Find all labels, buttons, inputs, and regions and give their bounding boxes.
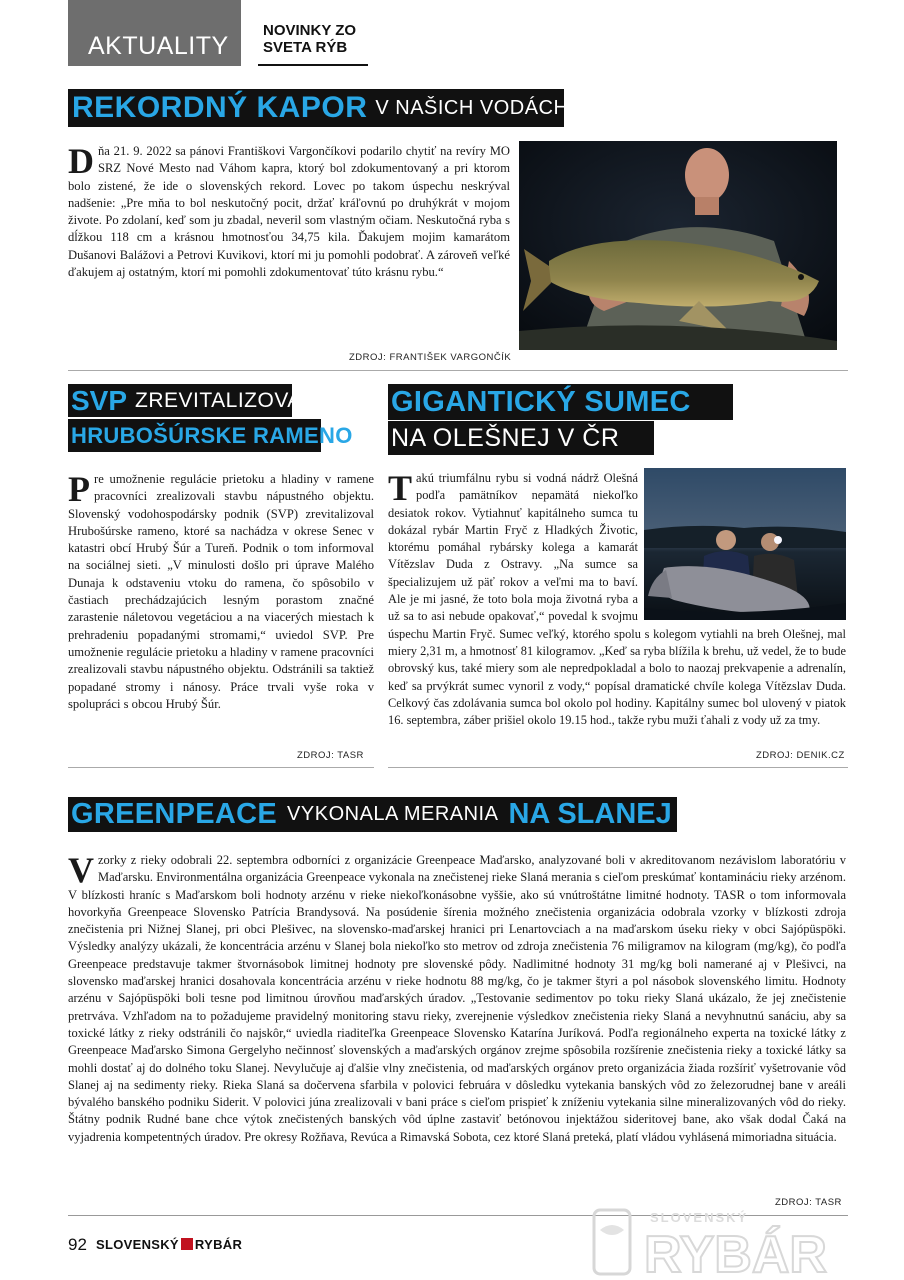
headline-article-3-line-2	[388, 421, 654, 455]
headline-article-2-line-1	[68, 384, 314, 417]
drop-cap: D	[68, 141, 94, 181]
article-2-body	[68, 471, 374, 713]
brand-logo	[96, 1237, 242, 1252]
headline-2-bold: SVP	[71, 384, 128, 416]
divider-2-right	[388, 767, 848, 768]
divider-2-left	[68, 767, 374, 768]
brand-left: SLOVENSKÝ	[96, 1237, 179, 1252]
header-rule	[258, 64, 368, 66]
headline-1-bold: REKORDNÝ KAPOR	[72, 91, 368, 124]
headline-1-light: V NAŠICH VODÁCH!	[375, 96, 575, 119]
drop-cap: T	[388, 468, 413, 508]
subsection-label	[263, 22, 367, 56]
divider-1	[68, 370, 848, 371]
headline-3-bold: GIGANTICKÝ SUMEC	[391, 385, 691, 418]
carp-photo-image	[519, 141, 837, 350]
article-2-source: ZDROJ: TASR	[297, 750, 364, 761]
watermark-logo	[590, 1200, 900, 1280]
article-1-source: ZDROJ: FRANTIŠEK VARGONČÍK	[349, 352, 512, 363]
headline-4-bold-2: NA SLANEJ	[508, 798, 672, 830]
article-3-source: ZDROJ: DENIK.CZ	[756, 750, 845, 761]
headline-article-4	[68, 797, 677, 832]
brand-right: RYBÁR	[194, 1237, 243, 1252]
drop-cap: V	[68, 850, 94, 890]
headline-3-light: NA OLEŠNEJ V ČR	[391, 423, 620, 452]
article-4-body	[68, 852, 846, 1146]
article-1-text: ňa 21. 9. 2022 sa pánovi Františkovi Vargončíkovi podarilo chytiť na revíry MO SRZ Nové Mesto nad Váhom kapra, ktorý bol zdokumentovaný a pri ktorom bolo zistené, že ide o slovenských rekord. Lovec po takom úspechu neskrýval nadšenie: „Pre mňa to bol neskutočný pocit, držať kráľovnú po druhýkrát v mojom živote. Po zdolaní, keď som ju zbadal, neveril som vlastným očiam. Neskutočná ryba s dĺžkou 118 cm a krásnou hmotnosťou 34,75 kila. Ďakujem mojim kamarátom Dušanovi Balážovi a Petrovi Kuvikovi, ktorí mi ju pomohli podobrať. A zároveň veľké ďakujem aj ostatným, ktorí mi pomohli zdokumentovať túto krásnu rybu.“	[68, 144, 510, 280]
photo-spacer	[638, 470, 846, 621]
section-label: AKTUALITY	[88, 32, 229, 60]
watermark-main: RYBÁR	[644, 1226, 827, 1280]
subsection-line-1: NOVINKY ZO	[263, 22, 357, 39]
headline-article-2-line-2	[68, 419, 353, 452]
article-3-body	[388, 470, 846, 729]
page-number: 92	[68, 1235, 87, 1254]
headline-2-light: ZREVITALIZOVAL	[135, 388, 314, 412]
headline-article-3-line-1	[388, 384, 733, 420]
carp-photo	[519, 141, 837, 350]
article-4-source: ZDROJ: TASR	[775, 1197, 842, 1208]
drop-cap: P	[68, 469, 90, 509]
article-2-text: re umožnenie regulácie prietoku a hladiny v ramene pracovníci zrealizovali stavbu nápustného objektu. Slovenský vodohospodársky podnik (SVP) zrevitalizoval Hrubošúrske rameno, ktoré sa nachádza v okrese Senec v katastri obcí Hrubý Šúr a Tureň. Podnik o tom informoval na sociálnej sieti. „V minulosti došlo pri úprave Malého Dunaja k odstaveniu vtoku do ramena, čo spôsobilo v častiach prechádzajúcich lesným porastom značné zarastenie náletovou vegetáciou a na viacerých miestach k prehradeniu popadanými stromami,“ uviedol SVP. Pre umožnenie regulácie prietoku a hladiny v ramene pracovníci zrealizovali stavbu nápustného objektu. Odstránili sa taktiež popadané stromy i nánosy. Práce trvali vyše roka v spolupráci s obcou Hrubý Šúr.	[68, 472, 374, 711]
section-tab	[68, 0, 241, 66]
headline-4-bold: GREENPEACE	[71, 798, 278, 830]
headline-article-1	[68, 89, 575, 127]
subsection-line-2: SVETA RÝB	[263, 39, 348, 56]
article-4-text: zorky z rieky odobrali 22. septembra odborníci z organizácie Greenpeace Maďarsko, analyzované boli v akreditovanom nezávislom laboratóriu v Maďarsku. Environmentálna organizácia Greenpeace vykonala na znečistenej rieke Slaná merania s cieľom preskúmať kontamináciu rieky arzénom. V blízkosti hraníc s Maďarskom boli hodnoty arzénu v rieke niekoľkonásobne vyššie, ako sú vnútroštátne limitné hodnoty. TASR o tom informovala hovorkyňa Greenpeace Slovensko Patrícia Brandysová. Na posúdenie šírenia možného znečistenia organizácia odobrala vzorky v blízkosti zdroja znečistenia pri Nižnej Slanej, pri obci Plešivec, na slovensko-maďarskej hranici pri Lenartovciach a na maďarskom úseku rieky v obci Sajópüspöki. Výsledky analýzy ukázali, že koncentrácia arzénu v Slanej bola niekoľko sto metrov od zdroja znečistenia 76 miligramov na kilogram (mg/kg), čo podľa Greenpeace predstavuje takmer štvornásobok limitnej hodnoty pre slovenské pôdy. Nadlimitné hodnoty 31 mg/kg boli namerané aj v Plešivci, na slovensko maďarskej hranici dosahovala koncentrácia arzénu v rieke hodnotu 88 mg/kg, čo je takmer štyri a pol násobok slovenského limitu. Hodnoty arzénu v Sajópüspöki boli tesne pod limitnou úrovňou maďarských úradov. „Testovanie sedimentov po toku rieky Slaná ukázalo, že jej znečistenie pretrváva. Vzhľadom na to požadujeme pravidelný monitoring stavu rieky, zverejnenie výsledkov znečistenia rieky Slaná a nevyhnutnú sanáciu, aby sa toxické látky z rieky odstránili čo najskôr,“ uviedla riaditeľka Greenpeace Slovensko Katarína Juríková. Podľa regionálneho experta na toxické látky z Greenpeace Maďarsko Simona Gergelyho nečinnosť slovenských a maďarských orgánov zrejme spôsobila rozšírenie znečistenia rieky a toxické látky sa mohli dostať aj do dolného toku Slanej. Nevylučuje aj ďalšie vlny znečistenia, od maďarských orgánov preto organizácia žiada rozšíriť vyšetrovanie vôd Slanej aj na sedimenty rieky. Rieka Slaná sa dočervena sfarbila v polovici februára v dôsledku vytekania banských vôd zo železorudnej bane v areáli bývalého banského podniku Siderit. V polovici júna zrealizovali v bani práce s cieľom prispieť k zníženiu vytekania silne mineralizovaných vôd do rieky. Štátny podnik Rudné bane chce výtok znečistených banských vôd úplne zastaviť betónovou injektážou sideritovej bane, ako však dodal Čaká na vyjadrenia kompetentných úradov. Pre okresy Rožňava, Revúca a Rimavská Sobota, cez ktoré Slaná preteká, platí vládou vyhlásená mimoriadna situácia.	[68, 853, 846, 1144]
watermark-top: SLOVENSKÝ	[650, 1210, 749, 1225]
article-1-body	[68, 143, 510, 281]
article-3-text: akú triumfálnu rybu si vodná nádrž Olešná podľa pamätníkov nepamätá niekoľko desiatok rokov. Vytiahnuť kapitálneho sumca tu dokázal rybár Martin Fryč z Hladkých Životic, ktorému pomáhal rybársky kolega a kamarát Vítězslav Duda z Ostravy. „Na sumce sa špecializujem už päť rokov a veľmi ma to baví. Ale je mi jasné, že toto bola moja životná ryba a už sa to asi nebude opakovať,“ povedal k svojmu úspechu Martin Fryč. Sumec veľký, ktorého spolu s kolegom vytiahli na breh Olešnej, mal miery 2,31 m, a hmotnosť 81 kilogramov. „Keď sa ryba blížila k brehu, už vedel, že to bude obrovský kus, také miery som ale nepredpokladal a bolo to naozaj prekvapenie a adrenalín, keď sa prvýkrát sumec vynoril z vody,“ popísal dramatické chvíle kolega Vítězslav Duda. Celkový čas zdolávania sumca bol okolo pol hodiny. Kapitálny sumec bol ulovený v piatok 16. septembra, záber prišiel okolo 19.15 hod., takže rybu muži ťahali z vody už za tmy.	[388, 471, 846, 728]
headline-2-bold-2: HRUBOŠÚRSKE RAMENO	[71, 422, 353, 448]
brand-mark-icon	[181, 1238, 193, 1250]
headline-4-light: VYKONALA MERANIA	[287, 803, 499, 825]
